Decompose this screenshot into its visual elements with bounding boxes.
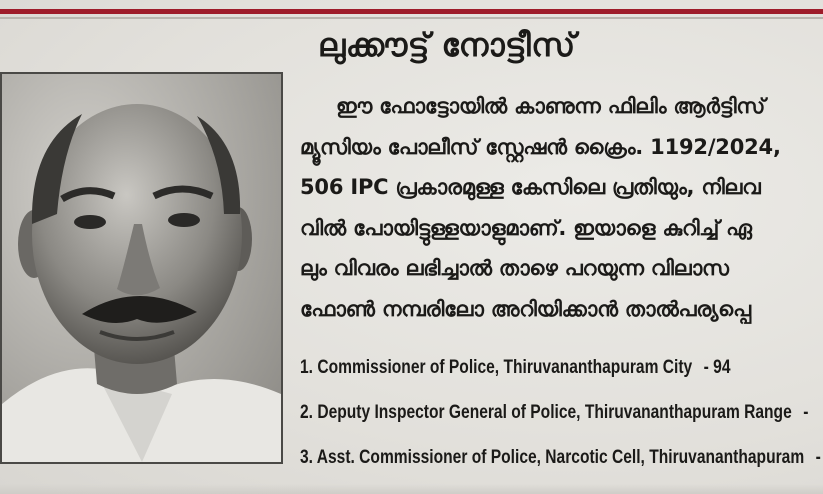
contact-item	[300, 435, 823, 480]
contact-phone: - 94	[703, 357, 731, 378]
suspect-photo	[0, 72, 283, 464]
notice-line: വിൽ പോയിട്ടുള്ളയാളുമാണ്. ഇയാളെ കുറിച്ച് ഏ	[300, 215, 752, 240]
notice-body	[300, 86, 823, 329]
paper-edge	[0, 484, 823, 494]
contact-item	[300, 390, 823, 435]
contact-item	[300, 345, 823, 390]
top-red-rule	[0, 9, 823, 14]
person-portrait-icon	[2, 74, 281, 462]
contact-name: 2. Deputy Inspector General of Police, Thiruvananthapuram Range	[300, 402, 792, 423]
contact-name: 3. Asst. Commissioner of Police, Narcotic Cell, Thiruvananthapuram	[300, 447, 805, 468]
contact-phone: -	[815, 447, 821, 468]
notice-heading: ലുക്കൗട്ട് നോട്ടീസ്	[318, 26, 576, 64]
contact-list	[300, 345, 823, 480]
notice-line: ലും വിവരം ലഭിച്ചാൽ താഴെ പറയുന്ന വിലാസ	[300, 256, 729, 280]
contact-phone: -	[803, 402, 809, 423]
notice-line: 506 IPC പ്രകാരമുള്ള കേസിലെ പ്രതിയും, നിലവ	[300, 175, 761, 199]
contact-name: 1. Commissioner of Police, Thiruvananthapuram City	[300, 357, 693, 378]
notice-line: ഈ ഫോട്ടോയിൽ കാണുന്ന ഫിലിം ആർട്ടിസ്	[336, 94, 765, 118]
notice-line: ഫോൺ നമ്പരിലോ അറിയിക്കാൻ താൽപര്യപ്പെ	[300, 296, 751, 321]
top-gray-rule	[0, 17, 823, 19]
notice-line: മ്യൂസിയം പോലീസ് സ്റ്റേഷൻ ക്രൈം. 1192/2024,	[300, 134, 781, 159]
